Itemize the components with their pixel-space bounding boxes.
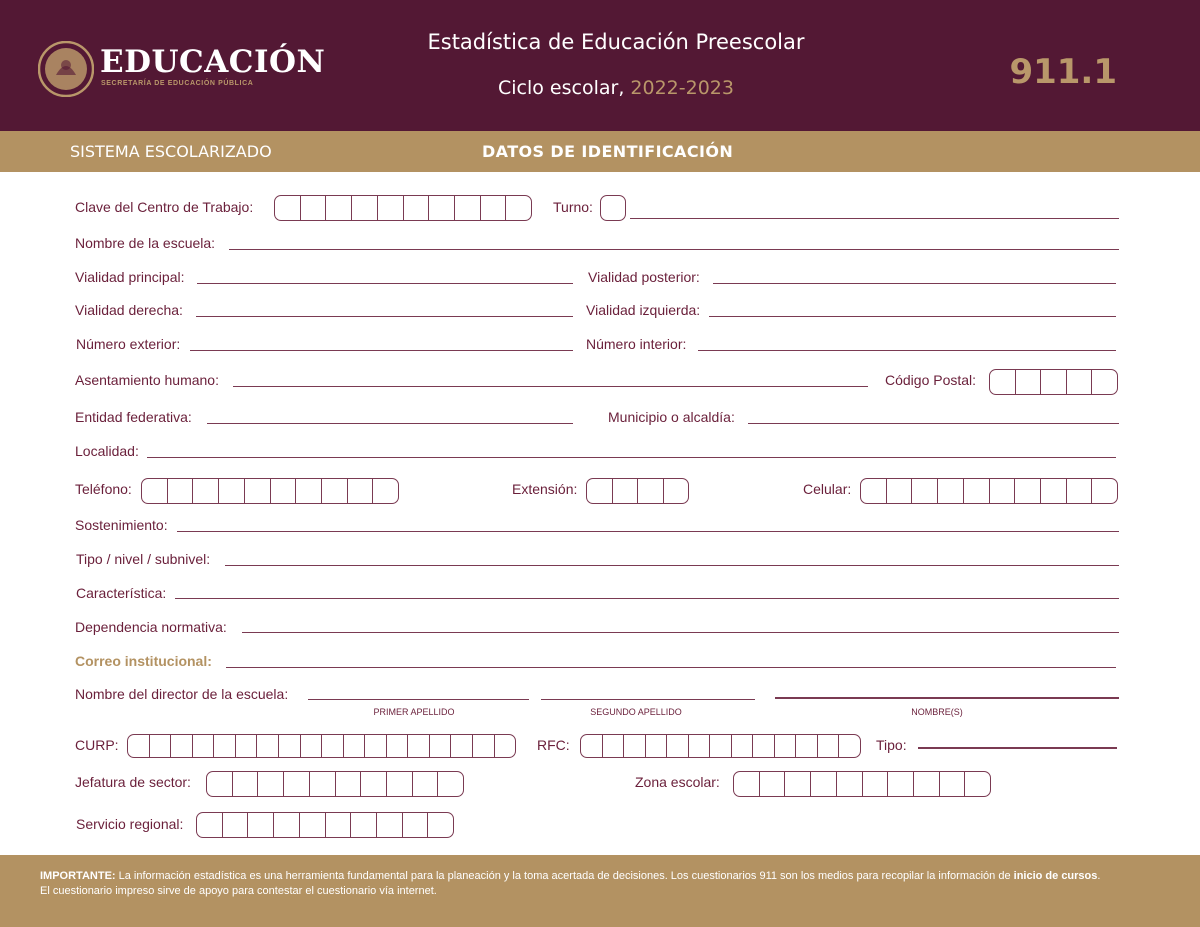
section-title: DATOS DE IDENTIFICACIÓN <box>482 142 734 161</box>
regional-service-input[interactable] <box>196 812 454 838</box>
footer-text-1: La información estadística es una herramienta fundamental para la planeación y la toma acertada de decisiones. Los cuestionarios 911 son los medios para recopilar la información de <box>118 870 1011 882</box>
logo-subtitle: SECRETARÍA DE EDUCACIÓN PÚBLICA <box>101 80 254 87</box>
curp-label: CURP: <box>75 737 119 753</box>
characteristic-label: Característica: <box>76 585 167 601</box>
left-street-label: Vialidad izquierda: <box>586 302 701 318</box>
cct-input[interactable] <box>274 195 532 221</box>
settlement-field[interactable] <box>233 386 868 387</box>
postal-code-input[interactable] <box>989 369 1118 395</box>
rfc-input[interactable] <box>580 734 861 758</box>
email-label: Correo institucional: <box>75 653 212 669</box>
ext-number-field[interactable] <box>190 350 573 351</box>
regional-service-label: Servicio regional: <box>76 816 184 832</box>
school-cycle <box>316 77 916 99</box>
important-label: IMPORTANTE: <box>40 870 116 882</box>
sector-input[interactable] <box>206 771 464 797</box>
level-field[interactable] <box>225 565 1119 566</box>
page-title: Estadística de Educación Preescolar <box>427 30 805 54</box>
rfc-label: RFC: <box>537 737 570 753</box>
zone-input[interactable] <box>733 771 991 797</box>
right-street-field[interactable] <box>196 316 573 317</box>
int-number-field[interactable] <box>698 350 1116 351</box>
cellphone-input[interactable] <box>860 478 1118 504</box>
names-caption: NOMBRE(S) <box>911 707 963 717</box>
cycle-year: 2022-2023 <box>630 77 734 99</box>
level-label: Tipo / nivel / subnivel: <box>76 551 211 567</box>
director-last-name-1-field[interactable] <box>308 699 529 700</box>
extension-label: Extensión: <box>512 481 578 497</box>
phone-input[interactable] <box>141 478 399 504</box>
director-last-name-2-field[interactable] <box>541 699 755 700</box>
characteristic-field[interactable] <box>175 598 1119 599</box>
turno-label: Turno: <box>553 199 593 215</box>
ext-number-label: Número exterior: <box>76 336 181 352</box>
director-label: Nombre del director de la escuela: <box>75 686 289 702</box>
cycle-prefix: Ciclo escolar, <box>498 77 625 99</box>
sector-label: Jefatura de sector: <box>75 774 191 790</box>
footer-text-1-end: . <box>1097 870 1101 882</box>
cct-label: Clave del Centro de Trabajo: <box>75 199 254 215</box>
rear-street-field[interactable] <box>713 283 1116 284</box>
funding-label: Sostenimiento: <box>75 517 168 533</box>
section-band <box>0 131 1200 172</box>
footer-notice <box>0 855 1200 927</box>
national-seal-icon <box>38 41 94 97</box>
footer-text-2: El cuestionario impreso sirve de apoyo para contestar el cuestionario vía internet. <box>40 885 437 897</box>
turno-input[interactable] <box>600 195 626 221</box>
header-banner <box>0 0 1200 131</box>
rear-street-label: Vialidad posterior: <box>588 269 700 285</box>
first-surname-caption: PRIMER APELLIDO <box>373 707 455 717</box>
postal-code-label: Código Postal: <box>885 372 977 388</box>
int-number-label: Número interior: <box>586 336 687 352</box>
state-field[interactable] <box>207 423 573 424</box>
curp-input[interactable] <box>127 734 516 758</box>
zone-label: Zona escolar: <box>635 774 720 790</box>
director-first-name-field[interactable] <box>775 697 1119 699</box>
second-surname-caption: SEGUNDO APELLIDO <box>590 707 682 717</box>
state-label: Entidad federativa: <box>75 409 192 425</box>
footer-text <box>40 869 1130 899</box>
footer-bold-text: inicio de cursos <box>1013 870 1098 882</box>
phone-label: Teléfono: <box>75 481 132 497</box>
form-code: 911.1 <box>1009 52 1117 92</box>
right-street-label: Vialidad derecha: <box>75 302 183 318</box>
tipo-field[interactable] <box>918 747 1117 749</box>
cellphone-label: Celular: <box>803 481 852 497</box>
school-name-field[interactable] <box>229 249 1119 250</box>
municipality-field[interactable] <box>748 423 1119 424</box>
main-street-label: Vialidad principal: <box>75 269 185 285</box>
system-label: SISTEMA ESCOLARIZADO <box>70 142 272 161</box>
email-field[interactable] <box>226 667 1116 668</box>
extension-input[interactable] <box>586 478 689 504</box>
funding-field[interactable] <box>177 531 1119 532</box>
municipality-label: Municipio o alcaldía: <box>608 409 735 425</box>
logo-wordmark: EDUCACIÓN <box>100 44 326 80</box>
settlement-label: Asentamiento humano: <box>75 372 219 388</box>
turno-line[interactable] <box>630 218 1119 219</box>
tipo-label: Tipo: <box>876 737 907 753</box>
main-street-field[interactable] <box>197 283 573 284</box>
dependency-field[interactable] <box>242 632 1119 633</box>
school-name-label: Nombre de la escuela: <box>75 235 216 251</box>
locality-label: Localidad: <box>75 443 139 459</box>
locality-field[interactable] <box>147 457 1116 458</box>
left-street-field[interactable] <box>709 316 1116 317</box>
dependency-label: Dependencia normativa: <box>75 619 227 635</box>
